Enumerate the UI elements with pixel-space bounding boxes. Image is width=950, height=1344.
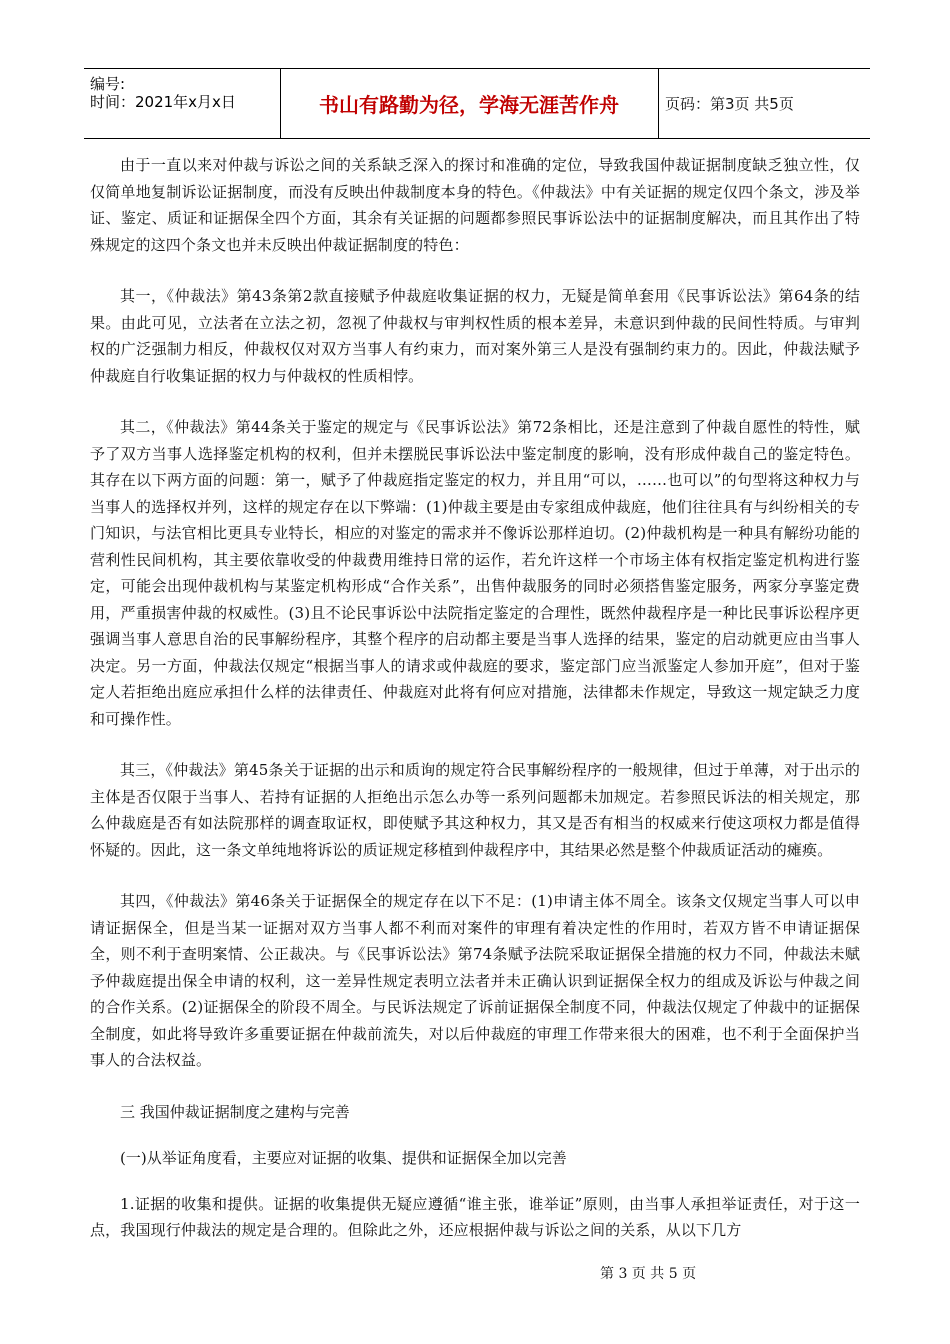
document-time-label: 时间：2021年x月x日 xyxy=(90,93,236,111)
body-paragraph: 其三，《仲裁法》第45条关于证据的出示和质询的规定符合民事解纷程序的一般规律，但过于单薄，对于出示的主体是否仅限于当事人、若持有证据的人拒绝出示怎么办等一系列问题都未加规定。若参照民诉法的相关规定，那么仲裁庭是否有如法院那样的调查取证权，即使赋予其这种权力，其又是否有相当的权威来行使这项权力都是值得怀疑的。因此，这一条文单纯地将诉讼的质证规定移植到仲裁程序中，其结果必然是整个仲裁质证活动的瘫痪。 xyxy=(90,761,860,859)
header-page-cell xyxy=(659,69,870,138)
document-body xyxy=(90,152,860,1269)
header-motto-cell xyxy=(280,69,659,138)
header-page-info: 页码：第3页 共5页 xyxy=(665,95,794,113)
body-paragraph: 由于一直以来对仲裁与诉讼之间的关系缺乏深入的探讨和准确的定位，导致我国仲裁证据制度缺乏独立性，仅仅简单地复制诉讼证据制度，而没有反映出仲裁制度本身的特色。《仲裁法》中有关证据的规定仅四个条文，涉及举证、鉴定、质证和证据保全四个方面，其余有关证据的问题都参照民事诉讼法中的证据制度解决，而且其作出了特殊规定的这四个条文也并未反映出仲裁证据制度的特色： xyxy=(90,156,860,254)
page-footer: 第 3 页 共 5 页 xyxy=(600,1266,697,1282)
page-header xyxy=(84,68,870,139)
body-paragraph: 1.证据的收集和提供。证据的收集提供无疑应遵循“谁主张，谁举证”原则，由当事人承担举证责任，对于这一点，我国现行仲裁法的规定是合理的。但除此之外，还应根据仲裁与诉讼之间的关系，从以下几方 xyxy=(90,1194,860,1239)
body-paragraph: 其四，《仲裁法》第46条关于证据保全的规定存在以下不足：(1)申请主体不周全。该条文仅规定当事人可以申请证据保全，但是当某一证据对双方当事人都不利而对案件的审理有着决定性的作用时，若双方皆不申请证据保全，则不利于查明案情、公正裁决。与《民事诉讼法》第74条赋予法院采取证据保全措施的权力不同，仲裁法未赋予仲裁庭提出保全申请的权利，这一差异性规定表明立法者并未正确认识到证据保全权力的组成及诉讼与仲裁之间的合作关系。(2)证据保全的阶段不周全。与民诉法规定了诉前证据保全制度不同，仲裁法仅规定了仲裁中的证据保全制度，如此将导致许多重要证据在仲裁前流失，对以后仲裁庭的审理工作带来很大的困难，也不利于全面保护当事人的合法权益。 xyxy=(90,892,860,1069)
header-motto: 书山有路勤为径，学海无涯苦作舟 xyxy=(319,93,619,117)
header-meta-cell xyxy=(84,69,281,138)
body-paragraph: 其一，《仲裁法》第43条第2款直接赋予仲裁庭收集证据的权力，无疑是简单套用《民事诉讼法》第64条的结果。由此可见，立法者在立法之初，忽视了仲裁权与审判权性质的根本差异，未意识到仲裁的民间性特质。与审判权的广泛强制力相反，仲裁权仅对双方当事人有约束力，而对案外第三人是没有强制约束力的。因此，仲裁法赋予仲裁庭自行收集证据的权力与仲裁权的性质相悖。 xyxy=(90,287,860,385)
section-heading: 三 我国仲裁证据制度之建构与完善 xyxy=(120,1102,350,1121)
sub-heading: (一)从举证角度看，主要应对证据的收集、提供和证据保全加以完善 xyxy=(120,1148,567,1167)
body-paragraph: 其二，《仲裁法》第44条关于鉴定的规定与《民事诉讼法》第72条相比，还是注意到了仲裁自愿性的特性，赋予了双方当事人选择鉴定机构的权利，但并未摆脱民事诉讼法中鉴定制度的影响，没有形成仲裁自己的鉴定特色。其存在以下两方面的问题：第一，赋予了仲裁庭指定鉴定的权力，并且用“可以，……也可以”的句型将这种权力与当事人的选择权并列，这样的规定存在以下弊端：(1)仲裁主要是由专家组成仲裁庭，他们往往具有与纠纷相关的专门知识，与法官相比更具专业特长，相应的对鉴定的需求并不像诉讼那样迫切。(2)仲裁机构是一种具有解纷功能的营利性民间机构，其主要依靠收受的仲裁费用维持日常的运作，若允许这样一个市场主体有权指定鉴定机构进行鉴定，可能会出现仲裁机构与某鉴定机构形成“合作关系”，出售仲裁服务的同时必须搭售鉴定服务，两家分享鉴定费用，严重损害仲裁的权威性。(3)且不论民事诉讼中法院指定鉴定的合理性，既然仲裁程序是一种比民事诉讼程序更强调当事人意思自治的民事解纷程序，其整个程序的启动都主要是当事人选择的结果，鉴定的启动就更应由当事人决定。另一方面，仲裁法仅规定“根据当事人的请求或仲裁庭的要求，鉴定部门应当派鉴定人参加开庭”，但对于鉴定人若拒绝出庭应承担什么样的法律责任、仲裁庭对此将有何应对措施，法律都未作规定，导致这一规定缺乏力度和可操作性。 xyxy=(90,418,860,728)
document-number-label: 编号: xyxy=(90,75,126,93)
